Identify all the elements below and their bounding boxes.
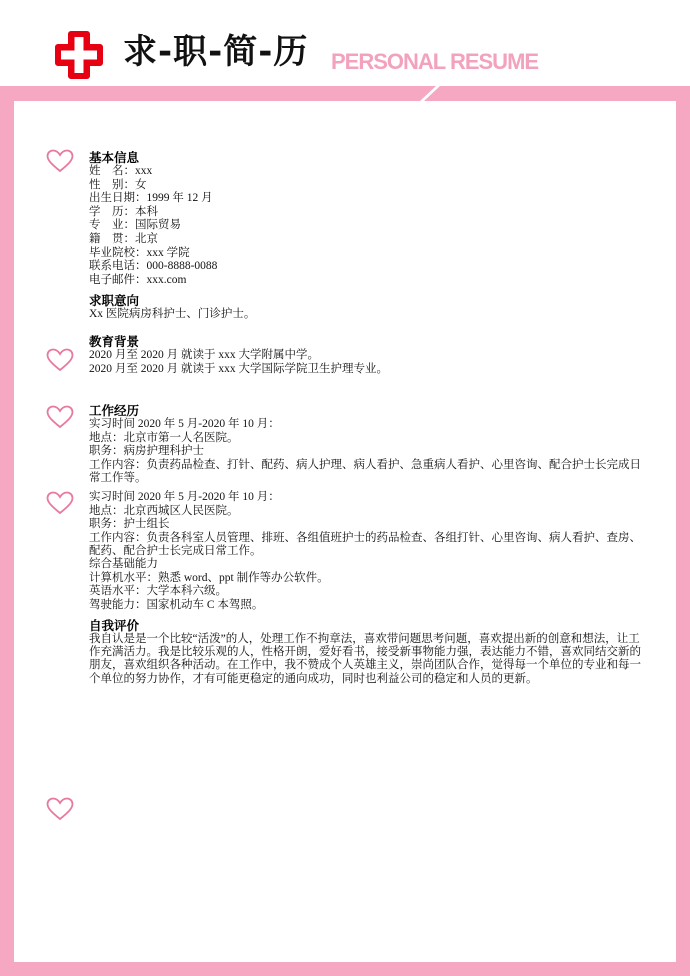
job2-location: 地点：北京西城区人民医院。	[89, 504, 239, 517]
heart-icon	[46, 149, 74, 173]
section-title: 自我评价	[89, 618, 140, 633]
info-email: 电子邮件：xxx.com	[89, 273, 187, 286]
page-title: 求-职-简-历	[123, 32, 309, 72]
education-line: 2020 月至 2020 月 就读于 xxx 大学国际学院卫生护理专业。	[89, 362, 388, 375]
job2-duty: 工作内容：负责各科室人员管理、排班、各组值班护士的药品检查、各组打针、心里咨询、病人看护、查房、配药、配合护士长完成日常工作。	[89, 531, 641, 557]
intent-line: Xx 医院病房科护士、门诊护士。	[89, 308, 256, 320]
info-major: 专 业：国际贸易	[89, 219, 181, 232]
education-line: 2020 月至 2020 月 就读于 xxx 大学附属中学。	[89, 349, 319, 361]
info-birth: 出生日期：1999 年 12 月	[89, 192, 213, 205]
heart-icon	[46, 348, 74, 372]
info-hometown: 籍 贯：北京	[89, 232, 158, 245]
section-work-experience-2	[89, 491, 649, 613]
medical-cross-icon	[52, 28, 106, 82]
section-work-experience	[89, 403, 649, 485]
job1-location: 地点：北京市第一人名医院。	[89, 431, 239, 444]
section-education	[89, 334, 649, 376]
info-gender: 性 别：女	[89, 178, 147, 191]
info-education: 学 历：本科	[89, 205, 158, 218]
info-school: 毕业院校：xxx 学院	[89, 246, 190, 259]
skills-heading: 综合基础能力	[89, 558, 158, 571]
job2-position: 职务：护士组长	[89, 518, 170, 531]
section-basic-info	[89, 150, 649, 287]
section-job-intent	[89, 293, 649, 322]
heart-icon	[46, 405, 74, 429]
info-name: 姓 名：xxx	[89, 165, 153, 177]
job1-position: 职务：病房护理科护士	[89, 445, 204, 458]
job1-period: 实习时间 2020 年 5 月-2020 年 10 月：	[89, 418, 280, 430]
job1-duty: 工作内容：负责药品检查、打针、配药、病人护理、病人看护、急重病人看护、心里咨询、配合护士长完成日常工作等。	[89, 458, 641, 484]
section-self-evaluation	[89, 618, 649, 686]
skill-driving: 驾驶能力：国家机动车 C 本驾照。	[89, 598, 264, 611]
skill-computer: 计算机水平：熟悉 word、ppt 制作等办公软件。	[89, 571, 329, 584]
section-title: 教育背景	[89, 334, 140, 349]
heart-icon	[46, 491, 74, 515]
self-evaluation-text: 我自认是是一个比较“活泼”的人，处理工作不拘章法，喜欢带问题思考问题，喜欢提出新的创意和想法，让工作充满活力。我是比较乐观的人，性格开朗，爱好看书，接受新事物能力强，表达能力不错，喜欢同结交新的朋友，喜欢组织各种活动。在工作中，我不赞成个人英雄主义，崇尚团队合作，觉得每一个单位的专业和每一个单位的努力协作，才有可能更稳定的通向成功，同时也利益公司的稳定和人员的更新。	[89, 633, 641, 685]
heart-icon	[46, 797, 74, 821]
section-title: 基本信息	[89, 150, 140, 165]
section-title: 求职意向	[89, 293, 140, 308]
skill-english: 英语水平：大学本科六级。	[89, 585, 227, 598]
info-phone: 联系电话：000-8888-0088	[89, 260, 218, 273]
page-subtitle: PERSONAL RESUME	[331, 49, 539, 74]
section-title: 工作经历	[89, 403, 140, 418]
resume-header	[0, 0, 690, 92]
job2-period: 实习时间 2020 年 5 月-2020 年 10 月：	[89, 491, 280, 503]
